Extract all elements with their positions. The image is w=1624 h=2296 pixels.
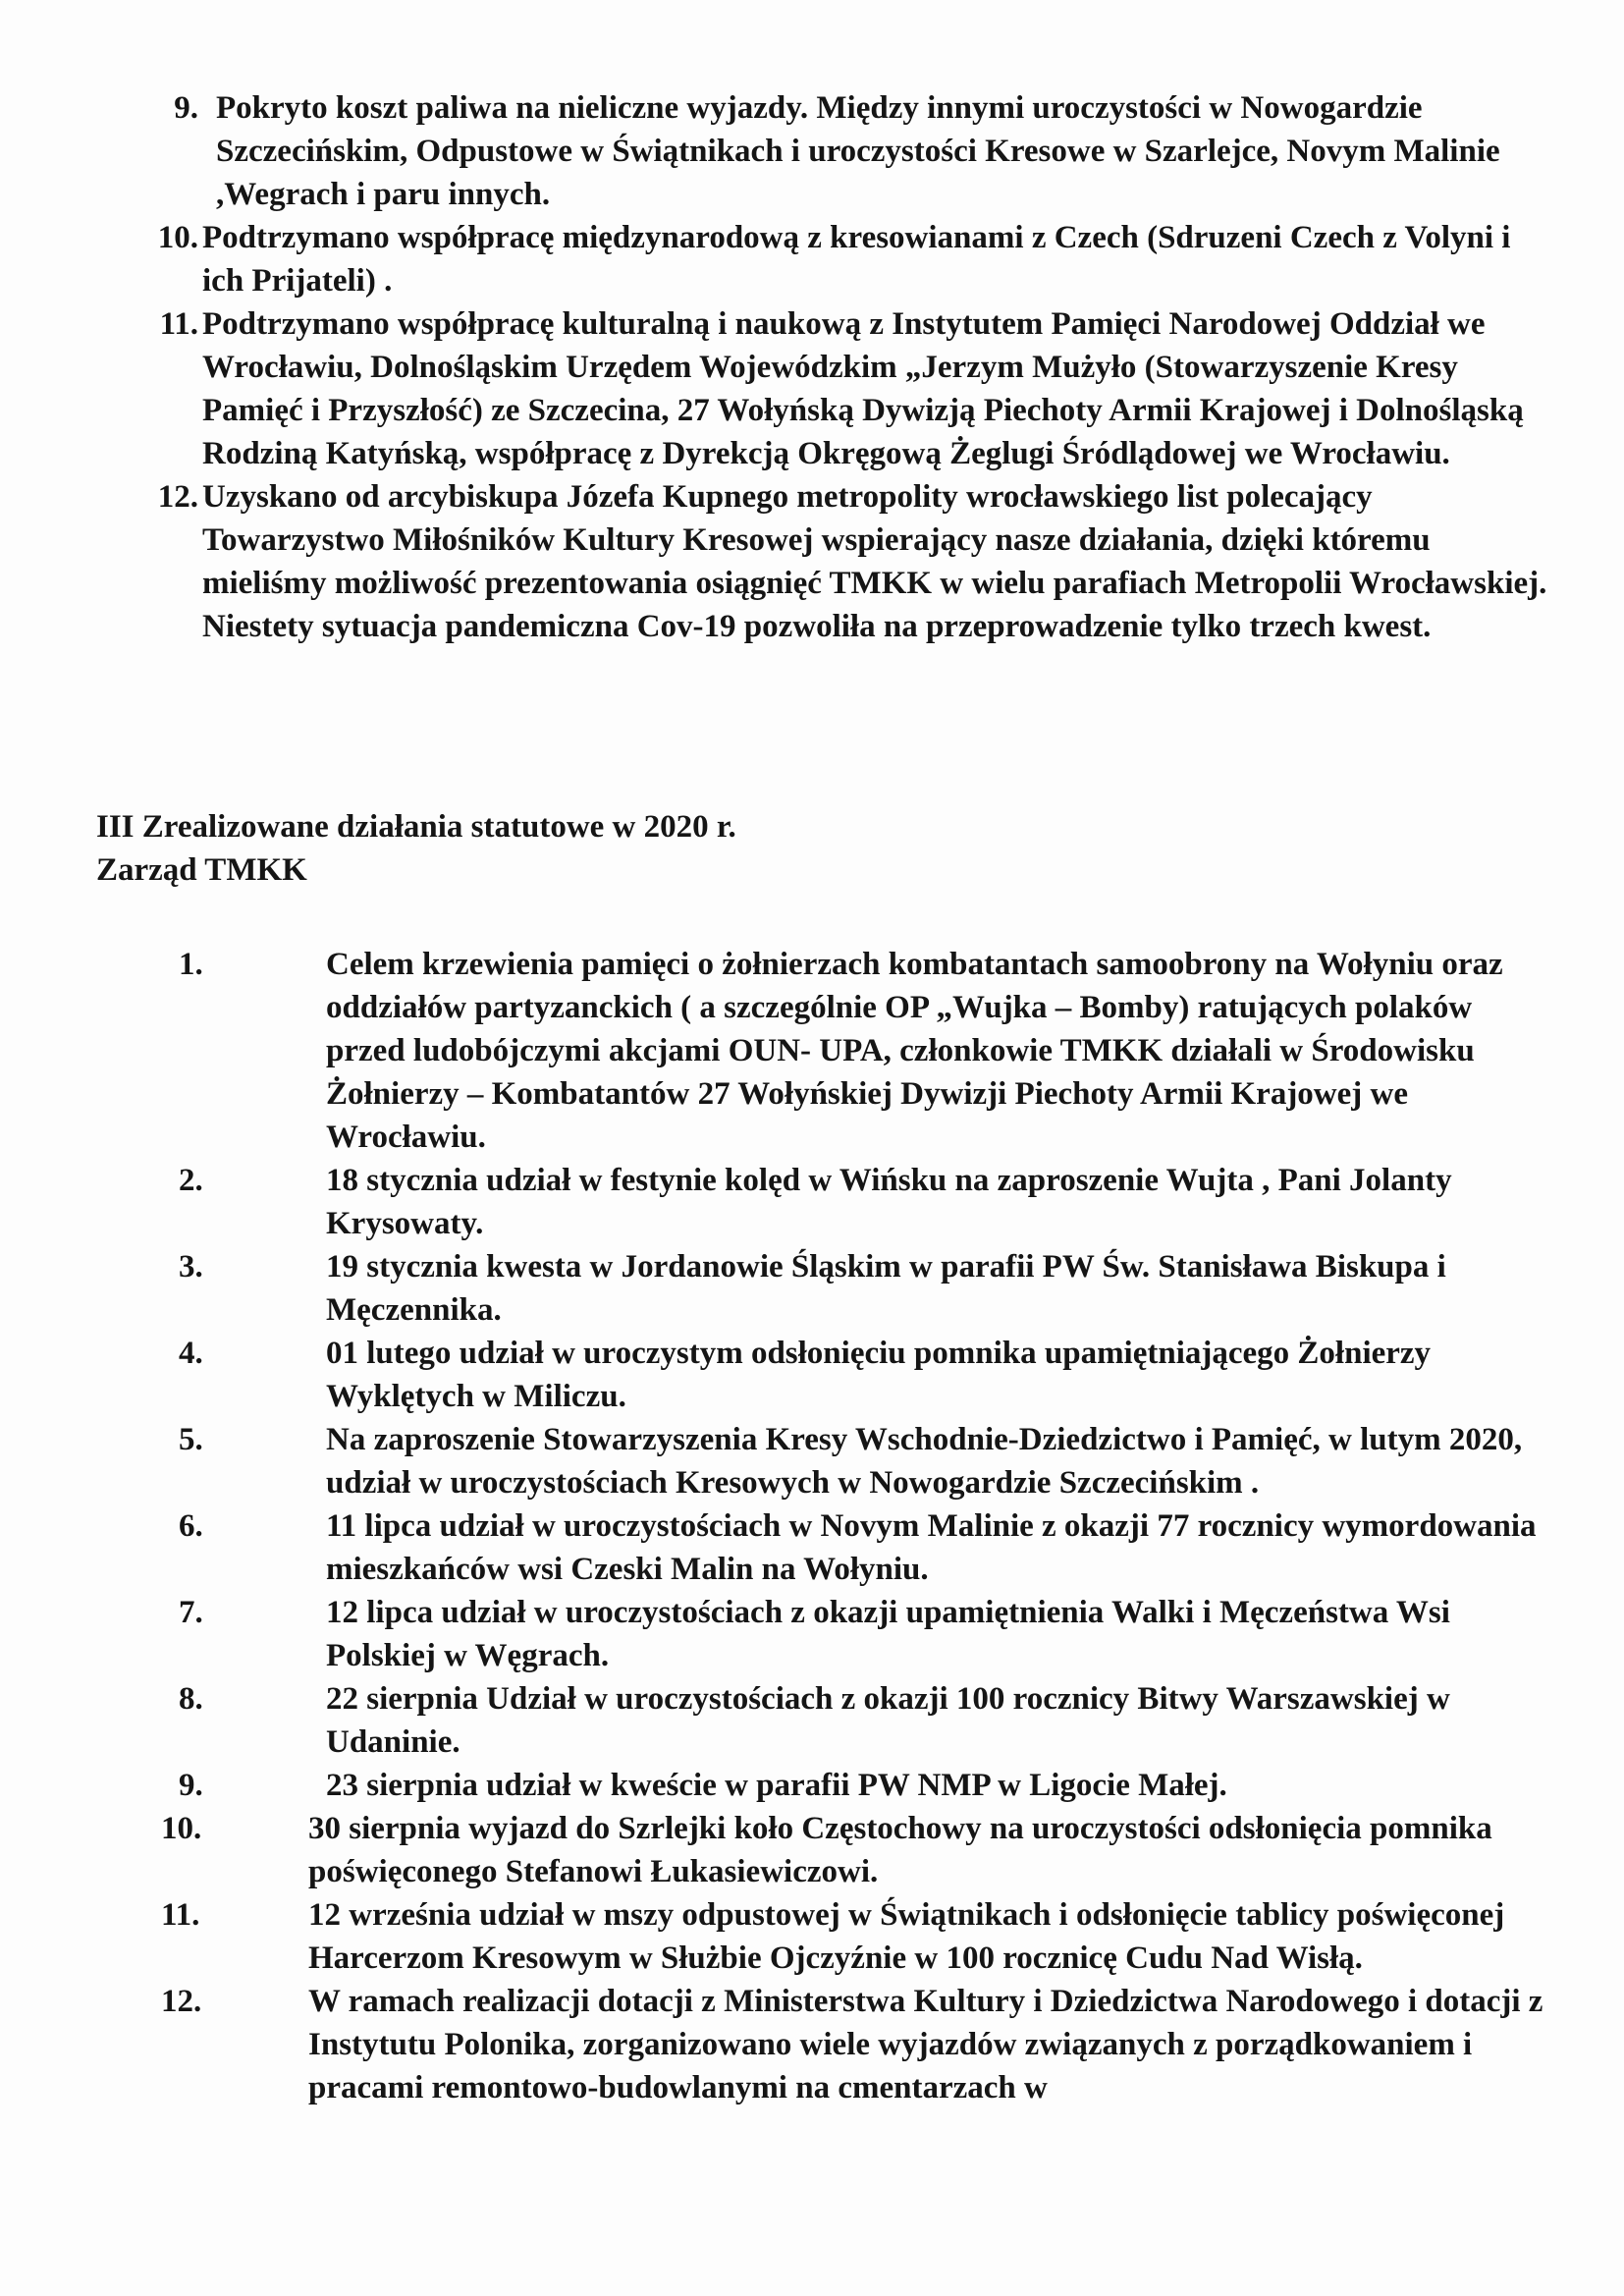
section-subheading: Zarząd TMKK [96,852,307,888]
item-number: 11. [161,1897,200,1933]
list-item [118,1764,1551,1807]
item-text: 30 sierpnia wyjazd do Szrlejki koło Częstochowy na uroczystości odsłonięcia pomnika poświęconego Stefanowi Łukasiewiczowi. [308,1811,1492,1889]
item-number: 8. [179,1681,203,1717]
section-header [96,805,1530,892]
list-item [118,216,1551,302]
item-number: 7. [179,1595,203,1630]
item-text: 11 lipca udział w uroczystościach w Novym Malinie z okazji 77 rocznicy wymordowania mieszkańców wsi Czeski Malin na Wołyniu. [326,1508,1537,1587]
item-number: 12. [161,1984,202,2019]
list-item [118,1893,1551,1980]
item-text: Celem krzewienia pamięci o żołnierzach kombatantach samoobrony na Wołyniu oraz oddziałów partyzanckich ( a szczególnie OP „Wujka – Bomby) ratujących polaków przed ludobójczymi akcjami OUN- UPA, członkowie TMKK działali w Środowisku Żołnierzy – Kombatantów 27 Wołyńskiej Dywizji Piechoty Armii Krajowej we Wrocławiu. [326,947,1503,1155]
item-text: 12 lipca udział w uroczystościach z okazji upamiętnienia Walki i Męczeństwa Wsi Polskiej w Węgrach. [326,1595,1450,1673]
item-text: W ramach realizacji dotacji z Ministerstwa Kultury i Dziedzictwa Narodowego i dotacji z Instytutu Polonika, zorganizowano wiele wyjazdów związanych z porządkowaniem i pracami remontowo-budowlanymi na cmentarzach w [308,1984,1543,2105]
list-item [118,1332,1551,1418]
item-text: 22 sierpnia Udział w uroczystościach z okazji 100 rocznicy Bitwy Warszawskiej w Udaninie. [326,1681,1450,1760]
item-text: 01 lutego udział w uroczystym odsłonięciu pomnika upamiętniającego Żołnierzy Wyklętych w Miliczu. [326,1336,1432,1414]
list-item [118,1245,1551,1332]
list-item [118,1591,1551,1677]
item-number: 2. [179,1163,203,1198]
item-number: 10. [161,1811,202,1846]
main-numbered-list [118,943,1551,2109]
item-number: 9. [174,90,198,126]
list-item [118,86,1551,216]
list-item [118,475,1551,648]
list-item [118,943,1551,1159]
item-number: 10. [157,220,198,255]
list-item [118,1677,1551,1764]
item-number: 9. [179,1768,203,1803]
item-text: 12 września udział w mszy odpustowej w Świątnikach i odsłonięcie tablicy poświęconej Harcerzom Kresowym w Służbie Ojczyźnie w 100 rocznicę Cudu Nad Wisłą. [308,1897,1505,1976]
item-number: 1. [179,947,203,982]
list-item [118,302,1551,475]
section-heading: III Zrealizowane działania statutowe w 2020 r. [96,809,736,845]
item-number: 3. [179,1249,203,1285]
item-number: 5. [179,1422,203,1457]
item-text: Podtrzymano współpracę międzynarodową z kresowianami z Czech (Sdruzeni Czech z Volyni i ich Prijateli) . [202,220,1511,299]
item-number: 12. [157,479,198,515]
item-text: Uzyskano od arcybiskupa Józefa Kupnego metropolity wrocławskiego list polecający Towarzystwo Miłośników Kultury Kresowej wspierający nasze działania, dzięki któremu mieliśmy możliwość prezentowania osiągnięć TMKK w wielu parafiach Metropolii Wrocławskiej. Niestety sytuacja pandemiczna Cov-19 pozwoliła na przeprowadzenie tylko trzech kwest. [202,479,1547,644]
item-text: 19 stycznia kwesta w Jordanowie Śląskim w parafii PW Św. Stanisława Biskupa i Męczennika. [326,1249,1446,1328]
item-number: 11. [159,306,198,342]
list-item [118,1504,1551,1591]
item-text: Pokryto koszt paliwa na nieliczne wyjazdy. Między innymi uroczystości w Nowogardzie Szczecińskim, Odpustowe w Świątnikach i uroczystości Kresowe w Szarlejce, Novym Malinie ,Wegrach i paru innych. [216,90,1500,212]
list-item [118,1159,1551,1245]
item-text: Na zaproszenie Stowarzyszenia Kresy Wschodnie-Dziedzictwo i Pamięć, w lutym 2020, udział w uroczystościach Kresowych w Nowogardzie Szczecińskim . [326,1422,1523,1501]
item-number: 4. [179,1336,203,1371]
item-text: 23 sierpnia udział w kweście w parafii PW NMP w Ligocie Małej. [326,1768,1227,1803]
item-text: Podtrzymano współpracę kulturalną i naukową z Instytutem Pamięci Narodowej Oddział we Wrocławiu, Dolnośląskim Urzędem Wojewódzkim „Jerzym Mużyło (Stowarzyszenie Kresy Pamięć i Przyszłość) ze Szczecina, 27 Wołyńską Dywizją Piechoty Armii Krajowej i Dolnośląską Rodziną Katyńską, współpracę z Dyrekcją Okręgową Żeglugi Śródlądowej we Wrocławiu. [202,306,1524,471]
top-numbered-list [118,86,1551,648]
list-item [118,1807,1551,1893]
item-text: 18 stycznia udział w festynie kolęd w Wińsku na zaproszenie Wujta , Pani Jolanty Krysowaty. [326,1163,1452,1241]
list-item [118,1418,1551,1504]
item-number: 6. [179,1508,203,1544]
list-item [118,1980,1551,2109]
